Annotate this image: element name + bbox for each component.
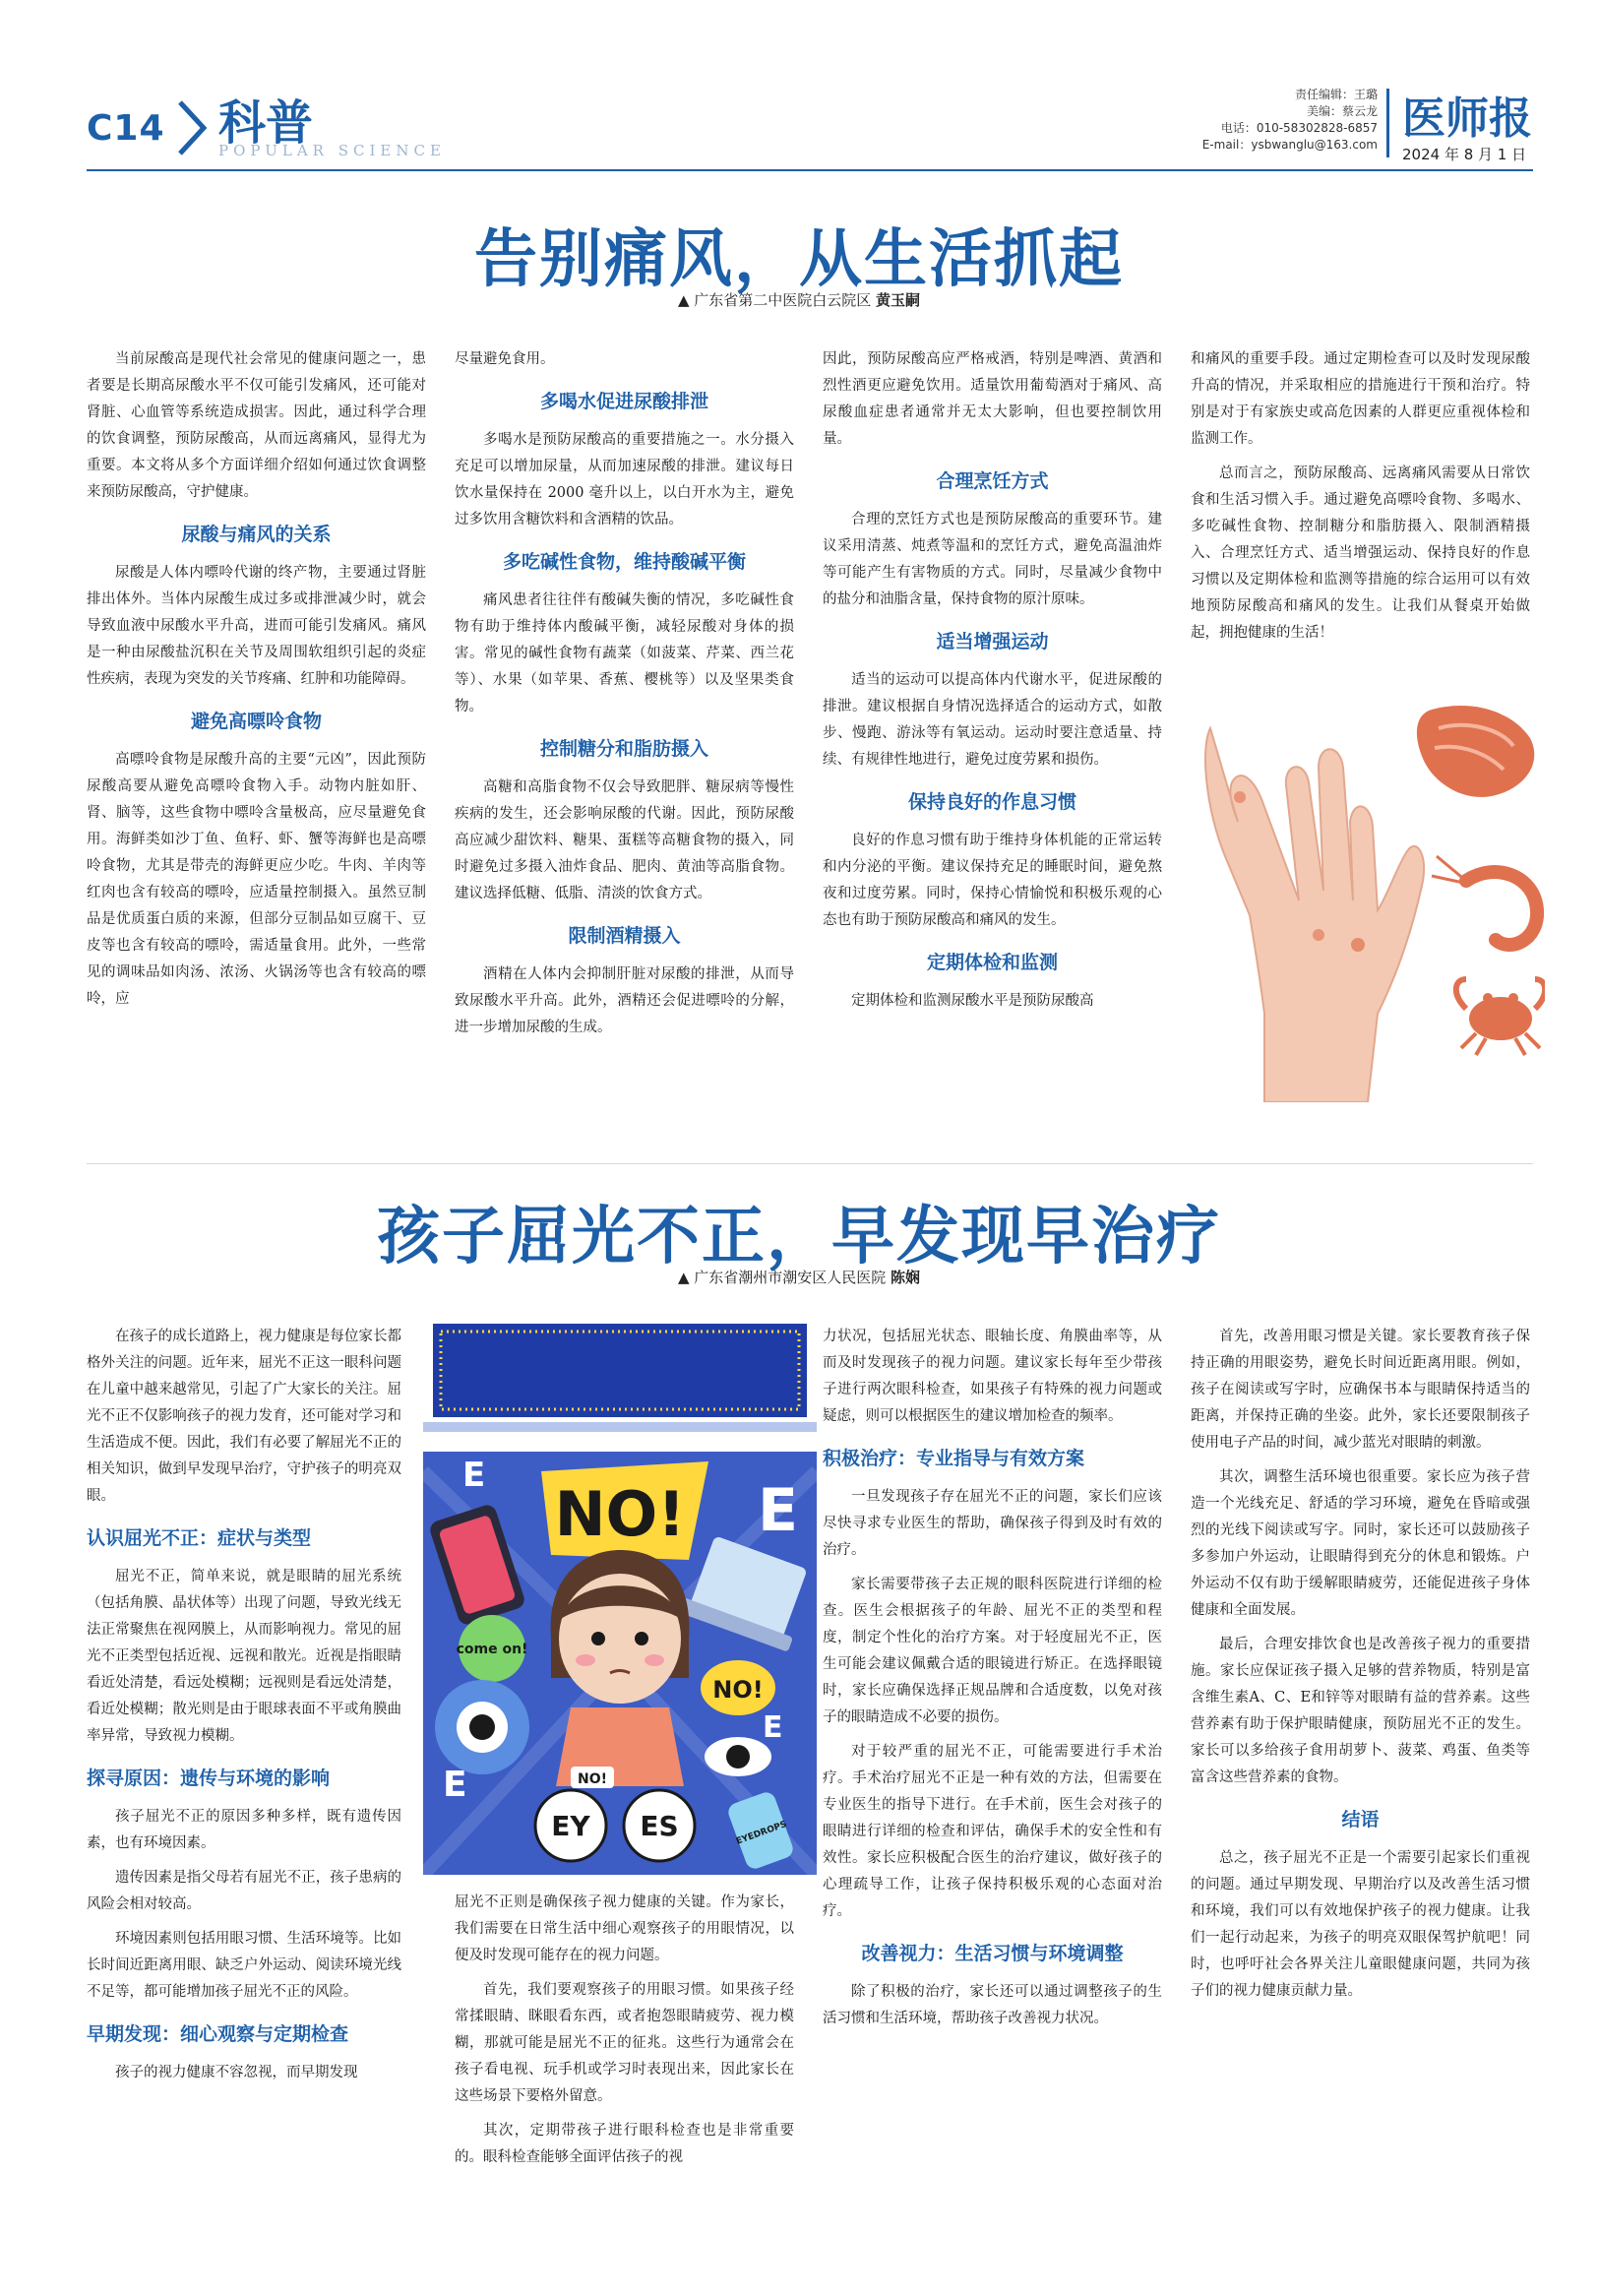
hand-sign-text: NO! bbox=[577, 1771, 608, 1787]
paragraph: 定期体检和监测尿酸水平是预防尿酸高 bbox=[851, 993, 1094, 1009]
bubble-text: come on! bbox=[456, 1642, 528, 1657]
issue-date: 2024 年 8 月 1 日 bbox=[1402, 146, 1527, 163]
subheading: 积极治疗：专业指导与有效方案 bbox=[823, 1448, 1085, 1469]
editor-info bbox=[1171, 87, 1378, 154]
meat-icon bbox=[1417, 706, 1534, 797]
paragraph: 除了积极的治疗，家长还可以通过调整孩子的生活习惯和生活环境，帮助孩子改善视力状况。 bbox=[823, 1984, 1162, 2026]
article1-column-2 bbox=[455, 346, 794, 1049]
hand-icon bbox=[1205, 728, 1424, 1102]
subheading: 探寻原因：遗传与环境的影响 bbox=[87, 1768, 331, 1789]
article1-column-1 bbox=[87, 346, 426, 1021]
subheading: 定期体检和监测 bbox=[926, 952, 1058, 973]
article2-column-2 bbox=[455, 1890, 794, 2179]
paragraph: 总之，孩子屈光不正是一个需要引起家长们重视的问题。通过早期发现、早期治疗以及改善生活习惯和环境，我们可以有效地保护孩子的视力健康。让我们一起行动起来，为孩子的明亮双眼保驾护航吧！同时，也呼吁社会各界关注儿童眼健康问题，共同为孩子们的视力健康贡献力量。 bbox=[1191, 1850, 1530, 1999]
eye-icon bbox=[705, 1737, 771, 1776]
eyedrops-label: EYEDROPS bbox=[734, 1819, 789, 1847]
letter-e: E bbox=[462, 1456, 486, 1495]
page-number: C14 bbox=[87, 108, 165, 149]
article1-title: 告别痛风，从生活抓起 bbox=[474, 223, 1124, 296]
poster-banner bbox=[433, 1324, 807, 1417]
letter-e: E bbox=[443, 1765, 467, 1805]
bubble-text: NO! bbox=[712, 1676, 764, 1704]
article2-byline bbox=[0, 1267, 1598, 1287]
subheading: 限制酒精摄入 bbox=[568, 925, 681, 947]
paragraph: 适当的运动可以提高体内代谢水平，促进尿酸的排泄。建议根据自身情况选择适合的运动方式，如散步、慢跑、游泳等有氧运动。运动时要注意适量、持续、有规律性地进行，避免过度劳累和损伤。 bbox=[823, 672, 1162, 768]
article1-author: 黄玉嗣 bbox=[876, 291, 921, 309]
gout-hand-illustration bbox=[1171, 689, 1545, 1102]
subheading: 控制糖分和脂肪摄入 bbox=[539, 738, 708, 760]
article1-byline bbox=[0, 289, 1598, 310]
article1-affiliation: ▲ 广东省第二中医院白云院区 bbox=[677, 291, 872, 309]
paragraph: 首先，改善用眼习惯是关键。家长要教育孩子保持正确的用眼姿势，避免长时间近距离用眼。例如，孩子在阅读或写字时，应确保书本与眼睛保持适当的距离，并保持正确的坐姿。此外，家长还要限制孩子使用电子产品的时间，减少蓝光对眼睛的刺激。 bbox=[1191, 1329, 1530, 1451]
paragraph: 其次，定期带孩子进行眼科检查也是非常重要的。眼科检查能够全面评估孩子的视 bbox=[455, 2123, 794, 2165]
eyeball-icon bbox=[435, 1680, 529, 1774]
paragraph: 和痛风的重要手段。通过定期检查可以及时发现尿酸升高的情况，并采取相应的措施进行干预和治疗。特别是对于有家族史或高危因素的人群更应重视体检和监测工作。 bbox=[1191, 351, 1530, 447]
header-divider bbox=[1386, 89, 1389, 157]
shrimp-icon bbox=[1432, 856, 1537, 945]
editor: 责任编辑：王璐 bbox=[1294, 88, 1378, 101]
section-title-en: POPULAR SCIENCE bbox=[218, 142, 446, 159]
paragraph: 一旦发现孩子存在屈光不正的问题，家长们应该尽快寻求专业医生的帮助，确保孩子得到及时有效的治疗。 bbox=[823, 1489, 1162, 1558]
paragraph: 高糖和高脂食物不仅会导致肥胖、糖尿病等慢性疾病的发生，还会影响尿酸的代谢。因此，预防尿酸高应减少甜饮料、糖果、蛋糕等高糖食物的摄入，同时避免过多摄入油炸食品、肥肉、黄油等高脂食物。建议选择低糖、低脂、清淡的饮食方式。 bbox=[455, 779, 794, 901]
eye-chart-text: ES bbox=[640, 1810, 679, 1842]
subheading: 避免高嘌呤食物 bbox=[190, 711, 322, 732]
article-divider bbox=[87, 1163, 1533, 1164]
section-title: 科普 bbox=[218, 95, 314, 151]
paragraph: 屈光不正则是确保孩子视力健康的关键。作为家长，我们需要在日常生活中细心观察孩子的用眼情况，以便及时发现可能存在的视力问题。 bbox=[455, 1894, 794, 1963]
paragraph: 其次，调整生活环境也很重要。家长应为孩子营造一个光线充足、舒适的学习环境，避免在昏暗或强烈的光线下阅读或写字。同时，家长还可以鼓励孩子多参加户外运动，让眼睛得到充分的休息和锻炼。户外运动不仅有助于缓解眼睛疲劳，还能促进孩子身体健康和全面发展。 bbox=[1191, 1469, 1530, 1618]
paragraph: 孩子屈光不正的原因多种多样，既有遗传因素，也有环境因素。 bbox=[87, 1809, 401, 1851]
article1-column-3 bbox=[823, 346, 1162, 1023]
article2-title: 孩子屈光不正，早发现早治疗 bbox=[377, 1201, 1221, 1273]
subheading: 适当增强运动 bbox=[936, 631, 1049, 652]
article2-column-4 bbox=[1191, 1324, 1530, 2013]
paragraph: 当前尿酸高是现代社会常见的健康问题之一，患者要是长期高尿酸水平不仅可能引发痛风，还可能对肾脏、心血管等系统造成损害。因此，通过科学合理的饮食调整，预防尿酸高，从而远离痛风，显得尤为重要。本文将从多个方面详细介绍如何通过饮食调整来预防尿酸高，守护健康。 bbox=[87, 351, 426, 500]
paragraph: 力状况，包括屈光状态、眼轴长度、角膜曲率等，从而及时发现孩子的视力问题。建议家长每年至少带孩子进行两次眼科检查，如果孩子有特殊的视力问题或疑虑，则可以根据医生的建议增加检查的频率。 bbox=[823, 1329, 1162, 1424]
subheading: 结语 bbox=[1341, 1809, 1380, 1831]
designer: 美编：蔡云龙 bbox=[1306, 104, 1378, 118]
girl-icon bbox=[551, 1550, 690, 1786]
paragraph: 尿酸是人体内嘌呤代谢的终产物，主要通过肾脏排出体外。当体内尿酸生成过多或排泄减少时，就会导致血液中尿酸水平升高，进而可能引发痛风。痛风是一种由尿酸盐沉积在关节及周围软组织引起的炎症性疾病，表现为突发的关节疼痛、红肿和功能障碍。 bbox=[87, 565, 426, 687]
poster-shout: NO! bbox=[554, 1478, 686, 1550]
article2-affiliation: ▲ 广东省潮州市潮安区人民医院 bbox=[677, 1269, 887, 1286]
subheading: 改善视力：生活习惯与环境调整 bbox=[861, 1943, 1124, 1964]
article2-column-1 bbox=[87, 1324, 401, 2094]
article1-column-4 bbox=[1191, 346, 1530, 654]
paragraph: 屈光不正，简单来说，就是眼睛的屈光系统（包括角膜、晶状体等）出现了问题，导致光线无法正常聚焦在视网膜上，从而影响视力。常见的屈光不正类型包括近视、远视和散光。近视是指眼睛看近处清楚，看远处模糊；远视则是看远处清楚，看近处模糊；散光则是由于眼球表面不平或角膜曲率异常，导致视力模糊。 bbox=[87, 1569, 401, 1744]
email: E-mail：ysbwanglu@163.com bbox=[1201, 138, 1378, 152]
crab-icon bbox=[1456, 979, 1545, 1055]
subheading: 多吃碱性食物，维持酸碱平衡 bbox=[502, 551, 746, 573]
subheading: 尿酸与痛风的关系 bbox=[181, 524, 332, 545]
paragraph: 对于较严重的屈光不正，可能需要进行手术治疗。手术治疗屈光不正是一种有效的方法，但需要在专业医生的指导下进行。在手术前，医生会对孩子的眼睛进行详细的检查和评估，确保手术的安全性和有效性。家长应积极配合医生的治疗建议，做好孩子的心理疏导工作，让孩子保持积极乐观的心态面对治疗。 bbox=[823, 1744, 1162, 1919]
paragraph: 遗传因素是指父母若有屈光不正，孩子患病的风险会相对较高。 bbox=[87, 1870, 401, 1912]
paragraph: 环境因素则包括用眼习惯、生活环境等。比如长时间近距离用眼、缺乏户外运动、阅读环境光线不足等，都可能增加孩子屈光不正的风险。 bbox=[87, 1931, 401, 2000]
paragraph: 尽量避免食用。 bbox=[455, 351, 555, 367]
letter-e: E bbox=[763, 1710, 783, 1745]
paragraph: 家长需要带孩子去正规的眼科医院进行详细的检查。医生会根据孩子的年龄、屈光不正的类型和程度，制定个性化的治疗方案。对于轻度屈光不正，医生可能会建议佩戴合适的眼镜进行矫正。在选择眼镜时，家长应确保选择正规品牌和合适度数，以免对孩子的眼睛造成不必要的损伤。 bbox=[823, 1577, 1162, 1725]
chevron-right-icon bbox=[172, 98, 212, 157]
phone: 电话：010-58302828-6857 bbox=[1220, 121, 1378, 135]
paragraph: 痛风患者往往伴有酸碱失衡的情况，多吃碱性食物有助于维持体内酸碱平衡，减轻尿酸对身体的损害。常见的碱性食物有蔬菜（如菠菜、芹菜、西兰花等）、水果（如苹果、香蕉、樱桃等）以及坚果类食物。 bbox=[455, 592, 794, 714]
paragraph: 孩子的视力健康不容忽视，而早期发现 bbox=[115, 2065, 358, 2080]
paragraph: 最后，合理安排饮食也是改善孩子视力的重要措施。家长应保证孩子摄入足够的营养物质，特别是富含维生素A、C、E和锌等对眼睛有益的营养素。这些营养素有助于保护眼睛健康，预防屈光不正的发生。家长可以多给孩子食用胡萝卜、菠菜、鸡蛋、鱼类等富含这些营养素的食物。 bbox=[1191, 1637, 1530, 1785]
eye-chart-text: EY bbox=[551, 1810, 590, 1842]
paragraph: 在孩子的成长道路上，视力健康是每位家长都格外关注的问题。近年来，屈光不正这一眼科问题在儿童中越来越常见，引起了广大家长的关注。屈光不正不仅影响孩子的视力发育，还可能对学习和生活造成不便。因此，我们有必要了解屈光不正的相关知识，做到早发现早治疗，守护孩子的明亮双眼。 bbox=[87, 1329, 401, 1504]
article2-column-3 bbox=[823, 1324, 1162, 2040]
letter-e: E bbox=[758, 1476, 798, 1545]
subheading: 认识屈光不正：症状与类型 bbox=[87, 1527, 312, 1549]
paragraph: 总而言之，预防尿酸高、远离痛风需要从日常饮食和生活习惯入手。通过避免高嘌呤食物、多喝水、多吃碱性食物、控制糖分和脂肪摄入、限制酒精摄入、合理烹饪方式、适当增强运动、保持良好的作息习惯以及定期体检和监测等措施的综合运用可以有效地预防尿酸高和痛风的发生。让我们从餐桌开始做起，拥抱健康的生活！ bbox=[1191, 465, 1530, 641]
paragraph: 因此，预防尿酸高应严格戒酒，特别是啤酒、黄酒和烈性酒更应避免饮用。适量饮用葡萄酒对于痛风、高尿酸血症患者通常并无太大影响，但也要控制饮用量。 bbox=[823, 351, 1162, 447]
article2-author: 陈娴 bbox=[891, 1269, 921, 1286]
paragraph: 首先，我们要观察孩子的用眼习惯。如果孩子经常揉眼睛、眯眼看东西，或者抱怨眼睛疲劳、视力模糊，那就可能是屈光不正的征兆。这些行为通常会在孩子看电视、玩手机或学习时表现出来，因此家长在这些场景下要格外留意。 bbox=[455, 1982, 794, 2104]
paragraph: 酒精在人体内会抑制肝脏对尿酸的排泄，从而导致尿酸水平升高。此外，酒精还会促进嘌呤的分解，进一步增加尿酸的生成。 bbox=[455, 966, 794, 1035]
paragraph: 良好的作息习惯有助于维持身体机能的正常运转和内分泌的平衡。建议保持充足的睡眠时间，避免熬夜和过度劳累。同时，保持心情愉悦和积极乐观的心态也有助于预防尿酸高和痛风的发生。 bbox=[823, 833, 1162, 928]
header-rule bbox=[87, 169, 1533, 171]
paragraph: 高嘌呤食物是尿酸升高的主要“元凶”，因此预防尿酸高要从避免高嘌呤食物入手。动物内脏如肝、肾、脑等，这些食物中嘌呤含量极高，应尽量避免食用。海鲜类如沙丁鱼、鱼籽、虾、蟹等海鲜也是高嘌呤食物，尤其是带壳的海鲜更应少吃。牛肉、羊肉等红肉也含有较高的嘌呤，应适量控制摄入。虽然豆制品是优质蛋白质的来源，但部分豆制品如豆腐干、豆皮等也含有较高的嘌呤，需适量食用。此外，一些常见的调味品如肉汤、浓汤、火锅汤等也含有较高的嘌呤，应 bbox=[87, 752, 426, 1007]
eye-health-poster bbox=[423, 1324, 817, 1875]
subheading: 合理烹饪方式 bbox=[936, 470, 1049, 492]
paragraph: 合理的烹饪方式也是预防尿酸高的重要环节。建议采用清蒸、炖煮等温和的烹饪方式，避免高温油炸等可能产生有害物质的方式。同时，尽量减少食物中的盐分和油脂含量，保持食物的原汁原味。 bbox=[823, 512, 1162, 607]
subheading: 多喝水促进尿酸排泄 bbox=[539, 391, 708, 412]
subheading: 保持良好的作息习惯 bbox=[907, 791, 1076, 813]
paragraph: 多喝水是预防尿酸高的重要措施之一。水分摄入充足可以增加尿量，从而加速尿酸的排泄。建议每日饮水量保持在 2000 毫升以上，以白开水为主，避免过多饮用含糖饮料和含酒精的饮品。 bbox=[455, 432, 794, 527]
paper-name: 医师报 bbox=[1402, 93, 1532, 144]
subheading: 早期发现：细心观察与定期检查 bbox=[87, 2023, 349, 2045]
